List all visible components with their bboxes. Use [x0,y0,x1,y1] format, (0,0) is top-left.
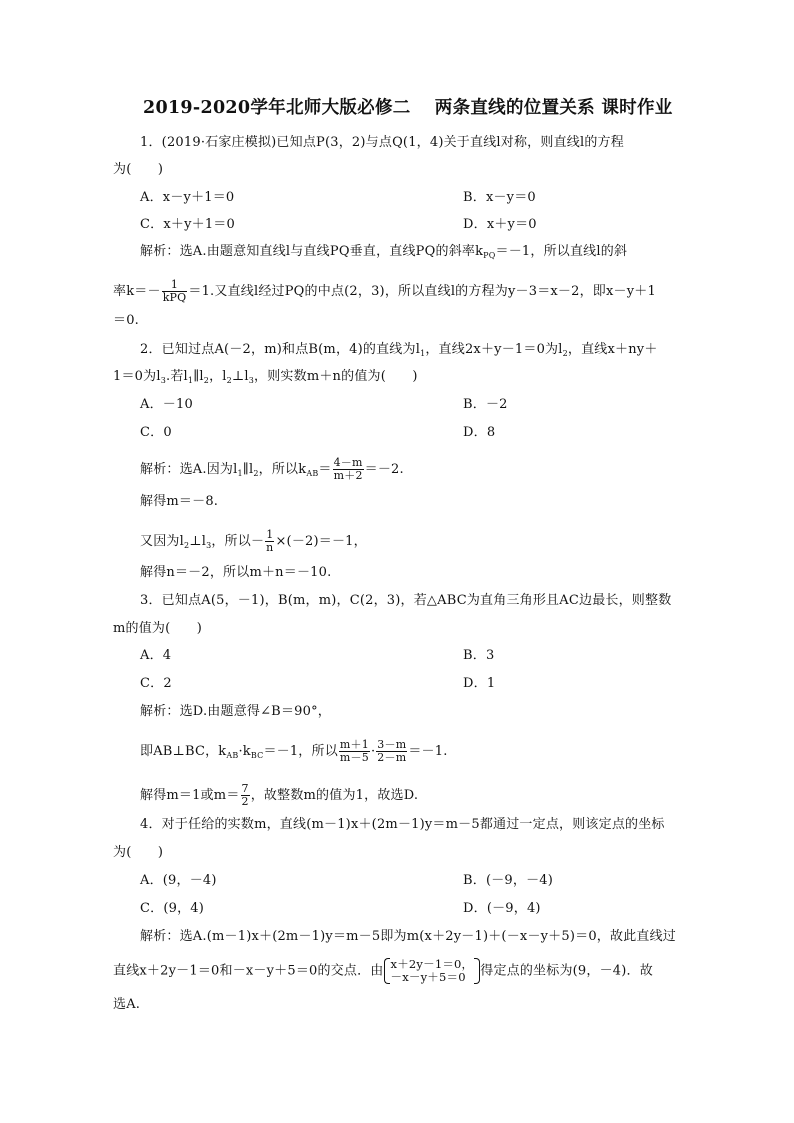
q3-option-c: C．2 [140,676,172,691]
q4-stem-line2: 为( ) [113,845,164,860]
q4-solution-line2: 直线x＋2y－1＝0和－x－y＋5＝0的交点．由 x＋2y－1＝0， －x－y＋5＝0 得定点的坐标为(9，－4)．故 [113,957,653,984]
q2-solution-line2: 解得m＝－8. [140,494,219,509]
q1-option-c: C．x＋y＋1＝0 [140,217,235,232]
q1-fraction: $\frac{1}{\text{kPQ}}$ [162,278,187,304]
q2-option-b: B．－2 [463,397,508,412]
q1-stem-line1: 1．(2019·石家庄模拟)已知点P(3，2)与点Q(1，4)关于直线l对称，则直线l的方程 [140,135,624,150]
q3-option-d: D．1 [463,676,496,691]
q1-stem-line2: 为( ) [113,162,164,177]
q3-option-b: B．3 [463,648,495,663]
q3-solution-line1: 解析：选D.由题意得∠B＝90°， [140,704,331,719]
q4-option-d: D．(－9，4) [463,901,541,916]
q2-reciprocal-fraction: $\frac{1}{n}$ [266,528,274,554]
q2-stem-line1: 2．已知过点A(－2，m)和点B(m，4)的直线为$l_1$，直线2x＋y－1＝0为$l_2$，直线x＋ny＋ [140,342,658,358]
q4-solution-line1: 解析：选A.(m－1)x＋(2m－1)y＝m－5即为m(x＋2y－1)＋(－x－y＋5)＝0，故此直线过 [140,929,676,944]
q2-solution-line3: 又因为$l_2\perp l_3$，所以－ $\frac{1}{n}$ ×(－2)＝－1， [140,528,367,554]
q3-fraction-1: $\frac{m+1}{m-5}$ [339,738,369,764]
q2-option-c: C．0 [140,425,172,440]
q3-fraction-3: $\frac{7}{2}$ [241,782,249,808]
page-title: 2019-2020学年北师大版必修二 两条直线的位置关系 课时作业 [143,98,673,118]
q2-solution-line4: 解得n＝－2，所以m＋n＝－10. [140,565,332,580]
q1-solution-line1: 解析：选A.由题意知直线l与直线PQ垂直，直线PQ的斜率$k_{PQ}=-1$，所以直线l的斜 [140,244,628,260]
q4-option-c: C．(9，4) [140,901,205,916]
q3-stem-line2: m的值为( ) [113,621,203,636]
q1-solution-line3: ＝0. [113,313,140,328]
q3-option-a: A．4 [140,648,172,663]
q4-stem-line1: 4．对于任给的实数m，直线(m－1)x＋(2m－1)y＝m－5都通过一定点，则该定点的坐标 [140,817,665,832]
q2-slope-fraction: $\frac{4-m}{m+2}$ [333,456,363,482]
q2-stem-line2: 1＝0为$l_3$.若$l_1\parallel l_2$，$l_2\perp l_3$，则实数m＋n的值为( ) [113,369,418,385]
q1-solution-line2: 率k＝－ $\frac{1}{\text{kPQ}}$ ＝1.又直线l经过PQ的中点(2，3)，所以直线l的方程为y－3＝x－2，即x－y＋1 [113,278,656,304]
q4-option-b: B．(－9，－4) [463,873,554,888]
q4-solution-line3: 选A. [113,997,141,1012]
q3-solution-line3: 解得m＝1或m＝ $\frac{7}{2}$ ，故整数m的值为1，故选D. [140,782,419,808]
q2-solution-line1: 解析：选A.因为$l_1\parallel l_2$，所以$k_{AB}=$ $\frac{4-m}{m+2}$ ＝－2. [140,456,404,482]
q3-solution-line2: 即AB⊥BC，$k_{AB}\cdot k_{BC}=-1$，所以 $\frac{m+1}{m-5}$ · $\frac{3-m}{2-m}$ ＝－1. [140,738,448,764]
q1-option-d: D．x＋y＝0 [463,217,537,232]
q1-option-b: B．x－y＝0 [463,190,536,205]
q3-fraction-2: $\frac{3-m}{2-m}$ [377,738,407,764]
q2-option-d: D．8 [463,425,496,440]
q4-option-a: A．(9，－4) [140,873,217,888]
q1-option-a: A．x－y＋1＝0 [140,190,235,205]
equation-system: x＋2y－1＝0， －x－y＋5＝0 [384,958,481,984]
q2-option-a: A．－10 [140,397,193,412]
q3-stem-line1: 3．已知点A(5，－1)，B(m，m)，C(2，3)，若△ABC为直角三角形且AC边最长，则整数 [140,593,672,608]
